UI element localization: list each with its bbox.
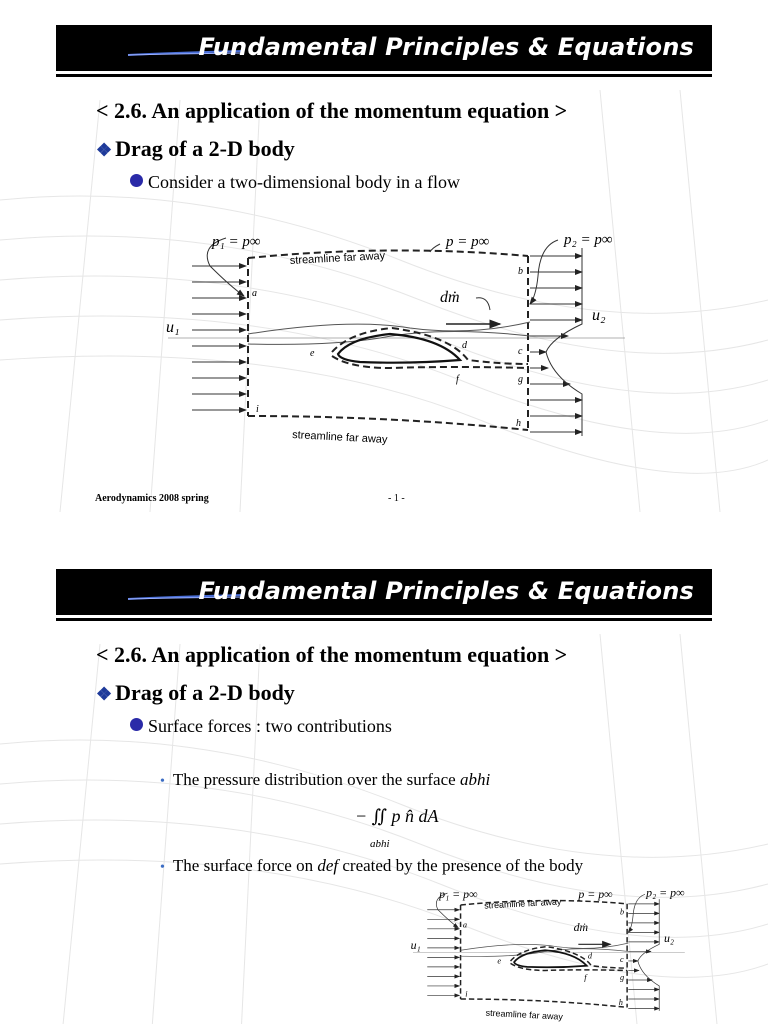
mdot-leader bbox=[476, 298, 490, 310]
streamline-top-label: streamline far away bbox=[289, 250, 386, 267]
subheading-text: Drag of a 2-D body bbox=[115, 136, 295, 161]
diamond-bullet-icon: ❖ bbox=[96, 140, 113, 160]
section-heading: < 2.6. An application of the momentum equation > bbox=[96, 98, 568, 123]
p-label: p = p∞ bbox=[446, 234, 490, 250]
section-heading: < 2.6. An application of the momentum equation > bbox=[96, 642, 568, 667]
diamond-bullet-icon: ❖ bbox=[96, 684, 113, 704]
title-bar bbox=[56, 569, 712, 615]
surface-name: abhi bbox=[459, 770, 491, 789]
point-h: h bbox=[516, 418, 521, 429]
streamline-bottom-label: streamline far away bbox=[485, 1007, 564, 1022]
point-a: a bbox=[252, 288, 257, 299]
control-volume-boundary bbox=[461, 901, 628, 1008]
streamline-top-label: streamline far away bbox=[483, 896, 562, 911]
pressure-integral-equation: − ∬ p n̂ dA bbox=[355, 806, 439, 826]
footer-page-number: - 1 - bbox=[388, 493, 405, 504]
point-g: g bbox=[619, 972, 625, 982]
surface-name: def bbox=[317, 856, 339, 875]
mdot-label: dṁ bbox=[573, 920, 589, 935]
sub-bullet-dot-icon: • bbox=[160, 860, 165, 875]
point-f: f bbox=[584, 972, 587, 982]
subheading bbox=[96, 136, 295, 162]
wake-profile bbox=[546, 248, 582, 436]
control-volume-diagram bbox=[160, 226, 630, 448]
sub-bullet-dot-icon: • bbox=[160, 774, 165, 789]
equation-subscript: abhi bbox=[370, 838, 390, 850]
u1-label: u₁ bbox=[166, 319, 180, 336]
point-e: e bbox=[310, 348, 315, 359]
bullet-text: Surface forces : two contributions bbox=[148, 716, 392, 736]
bullet-text: Consider a two-dimensional body in a flow bbox=[148, 172, 460, 192]
subheading-text: Drag of a 2-D body bbox=[115, 680, 295, 705]
p-label: p = p∞ bbox=[578, 886, 613, 901]
point-e: e bbox=[497, 956, 502, 966]
point-d: d bbox=[587, 951, 593, 961]
title-bar bbox=[56, 25, 712, 71]
title-underline bbox=[56, 74, 712, 77]
slide-title: Fundamental Principles & Equations bbox=[198, 577, 694, 605]
sub-bullet-text: The pressure distribution over the surface bbox=[172, 770, 460, 789]
bullet-item bbox=[130, 172, 460, 193]
slide-2 bbox=[0, 544, 768, 1024]
point-a: a bbox=[462, 920, 468, 930]
point-b: b bbox=[619, 907, 625, 917]
sub-bullet-surface-force bbox=[160, 856, 583, 876]
control-volume-diagram-small bbox=[408, 886, 688, 1024]
point-b: b bbox=[518, 266, 523, 277]
bullet-dot-icon bbox=[130, 718, 143, 731]
footer-course: Aerodynamics 2008 spring bbox=[95, 493, 209, 504]
mdot-label: dṁ bbox=[440, 289, 460, 306]
u2-label: u₂ bbox=[592, 307, 606, 324]
u2-label: u₂ bbox=[663, 930, 675, 945]
slide-title: Fundamental Principles & Equations bbox=[198, 33, 694, 61]
u1-label: u₁ bbox=[410, 938, 421, 953]
point-i: i bbox=[256, 404, 259, 415]
p2-label: p₂ = p∞ bbox=[564, 232, 613, 248]
subheading bbox=[96, 680, 295, 706]
streamline-bottom-label: streamline far away bbox=[291, 429, 388, 446]
bullet-item bbox=[130, 716, 392, 737]
p1-label: p₁ = p∞ bbox=[212, 234, 261, 250]
point-f: f bbox=[456, 374, 459, 385]
point-c: c bbox=[619, 955, 624, 965]
outflow-arrows bbox=[530, 256, 582, 432]
point-i: i bbox=[465, 989, 468, 999]
slide-separator bbox=[0, 512, 768, 544]
point-d: d bbox=[462, 340, 467, 351]
point-c: c bbox=[518, 346, 523, 357]
sub-bullet-text-suffix: created by the presence of the body bbox=[338, 856, 584, 875]
sub-bullet-pressure bbox=[160, 770, 490, 790]
p2-label: p₂ = p∞ bbox=[646, 886, 685, 900]
bullet-dot-icon bbox=[130, 174, 143, 187]
control-volume-boundary bbox=[248, 250, 528, 430]
sub-bullet-text: The surface force on bbox=[172, 856, 318, 875]
point-g: g bbox=[518, 374, 523, 385]
title-underline bbox=[56, 618, 712, 621]
point-h: h bbox=[618, 997, 623, 1007]
p1-label: p₁ = p∞ bbox=[439, 886, 478, 901]
